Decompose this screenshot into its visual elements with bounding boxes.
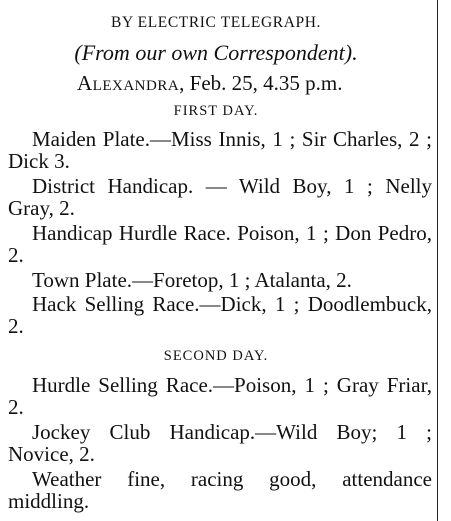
- race-result: Hack Selling Race.—Dick, 1 ; Doodlembuck, 2.: [8, 292, 432, 338]
- column-rule: [437, 0, 438, 521]
- dateline: [77, 71, 343, 96]
- correspondent-line: (From our own Correspondent).: [74, 40, 358, 65]
- race-result: Jockey Club Handicap.—Wild Boy; 1 ; Novice, 2.: [8, 420, 432, 466]
- closing-remark: Weather fine, racing good, attendance middling.: [8, 467, 432, 513]
- race-result: Handicap Hurdle Race. Poison, 1 ; Don Pedro, 2.: [8, 221, 432, 267]
- race-result: Hurdle Selling Race.—Poison, 1 ; Gray Friar, 2.: [8, 373, 432, 419]
- section-heading: BY ELECTRIC TELEGRAPH.: [111, 14, 321, 31]
- dateline-time: , Feb. 25, 4.35 p.m.: [179, 71, 343, 95]
- dateline-place: Alexandra: [77, 71, 180, 95]
- first-day-heading: FIRST DAY.: [173, 103, 259, 119]
- race-result: Maiden Plate.—Miss Innis, 1 ; Sir Charles, 2 ; Dick 3.: [8, 127, 432, 173]
- race-result: Town Plate.—Foretop, 1 ; Atalanta, 2.: [32, 268, 352, 292]
- race-result: District Handicap. — Wild Boy, 1 ; Nelly Gray, 2.: [8, 174, 432, 220]
- second-day-heading: SECOND DAY.: [163, 348, 269, 364]
